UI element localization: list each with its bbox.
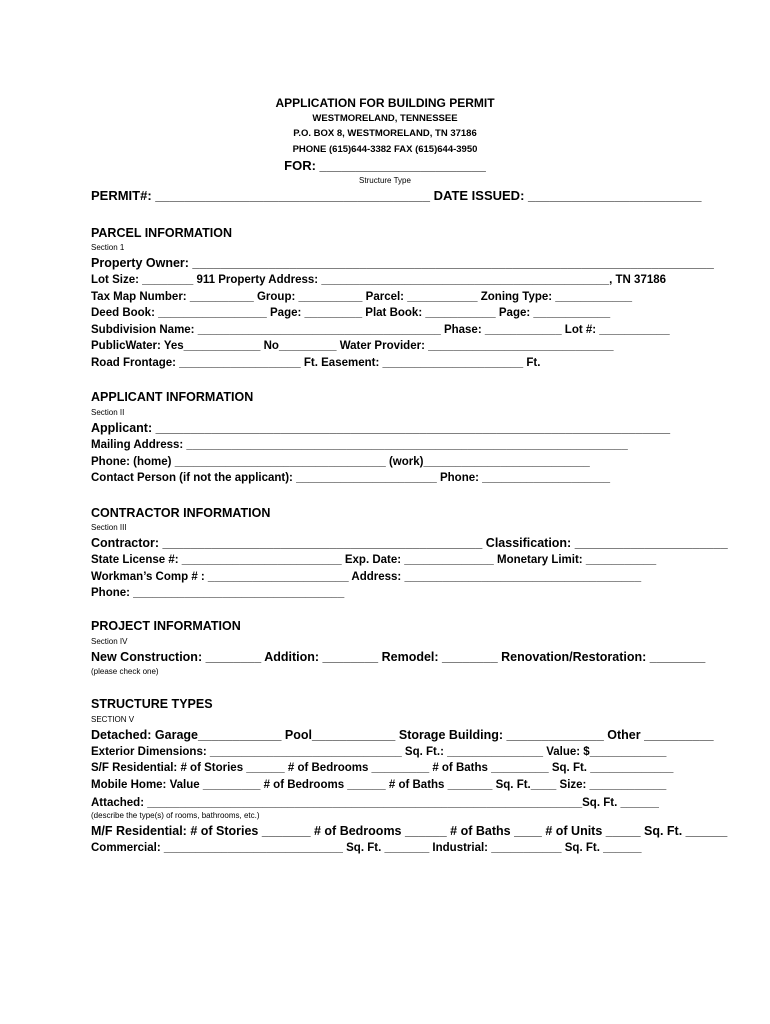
tax-map-field[interactable]: Tax Map Number: __________ Group: __________ Parcel: ___________ Zoning Type: ____________ xyxy=(91,291,633,303)
address-line: P.O. BOX 8, WESTMORELAND, TN 37186 xyxy=(293,128,477,139)
contractor-section-label: Section III xyxy=(91,523,127,532)
applicant-field[interactable]: Applicant: __________________________________________________________________________ xyxy=(91,421,671,435)
road-frontage-field[interactable]: Road Frontage: ___________________ Ft. Easement: ______________________ Ft. xyxy=(91,357,541,369)
project-heading: PROJECT INFORMATION xyxy=(91,619,241,633)
state-license-field[interactable]: State License #: _________________________ Exp. Date: ______________ Monetary Limit: ___________ xyxy=(91,554,657,566)
contractor-phone-field[interactable]: Phone: _________________________________ xyxy=(91,587,345,599)
contact-person-field[interactable]: Contact Person (if not the applicant): ______________________ Phone: ____________________ xyxy=(91,472,611,484)
mailing-address-field[interactable]: Mailing Address: _____________________________________________________________________ xyxy=(91,439,628,451)
mobile-home-field[interactable]: Mobile Home: Value _________ # of Bedrooms ______ # of Baths _______ Sq. Ft.____ Size: ____________ xyxy=(91,779,667,791)
workmans-comp-field[interactable]: Workman’s Comp # : ______________________ Address: _____________________________________ xyxy=(91,571,642,583)
project-type-field[interactable]: New Construction: ________ Addition: ________ Remodel: ________ Renovation/Restoration: ________ xyxy=(91,650,706,664)
deed-book-field[interactable]: Deed Book: _________________ Page: _________ Plat Book: ___________ Page: ____________ xyxy=(91,307,611,319)
commercial-industrial-field[interactable]: Commercial: ____________________________ Sq. Ft. _______ Industrial: ___________ Sq. Ft. ______ xyxy=(91,842,642,854)
structure-type-caption: Structure Type xyxy=(359,176,411,185)
parcel-section-label: Section 1 xyxy=(91,243,125,252)
permit-number-date-field[interactable]: PERMIT#: ______________________________________ DATE ISSUED: ________________________ xyxy=(91,188,702,203)
contractor-field[interactable]: Contractor: ______________________________________________ Classification: ______________________ xyxy=(91,536,728,550)
town-line: WESTMORELAND, TENNESSEE xyxy=(312,113,458,124)
applicant-section-label: Section II xyxy=(91,408,125,417)
structure-section-label: SECTION V xyxy=(91,715,135,724)
subdivision-field[interactable]: Subdivision Name: ______________________________________ Phase: ____________ Lot #: ___________ xyxy=(91,324,670,336)
structure-heading: STRUCTURE TYPES xyxy=(91,697,213,711)
applicant-heading: APPLICANT INFORMATION xyxy=(91,390,254,404)
contractor-heading: CONTRACTOR INFORMATION xyxy=(91,506,271,520)
project-section-label: Section IV xyxy=(91,637,128,646)
describe-rooms-note: (describe the type(s) of rooms, bathrooms, etc.) xyxy=(91,811,260,820)
sf-residential-field[interactable]: S/F Residential: # of Stories ______ # of Bedrooms _________ # of Baths _________ Sq. Ft. _____________ xyxy=(91,762,674,774)
lot-size-address-field[interactable]: Lot Size: ________ 911 Property Address: _____________________________________________, TN 37186 xyxy=(91,274,667,286)
mf-residential-field[interactable]: M/F Residential: # of Stories _______ # of Bedrooms ______ # of Baths ____ # of Units _____ Sq. Ft. ______ xyxy=(91,824,728,838)
check-one-note: (please check one) xyxy=(91,667,159,676)
form-title: APPLICATION FOR BUILDING PERMIT xyxy=(275,96,495,110)
property-owner-field[interactable]: Property Owner: ___________________________________________________________________________ xyxy=(91,256,714,270)
parcel-heading: PARCEL INFORMATION xyxy=(91,226,232,240)
exterior-dimensions-field[interactable]: Exterior Dimensions: ______________________________ Sq. Ft.: _______________ Value: $____________ xyxy=(91,746,667,758)
phone-home-work-field[interactable]: Phone: (home) _________________________________ (work)__________________________ xyxy=(91,456,590,468)
for-field[interactable]: FOR: _______________________ xyxy=(284,158,486,173)
attached-field[interactable]: Attached: ____________________________________________________________________Sq. Ft. ______ xyxy=(91,797,659,809)
phone-fax-line: PHONE (615)644-3382 FAX (615)644-3950 xyxy=(292,144,478,155)
public-water-field[interactable]: PublicWater: Yes____________ No_________ Water Provider: _____________________________ xyxy=(91,340,614,352)
detached-field[interactable]: Detached: Garage____________ Pool____________ Storage Building: ______________ Other __________ xyxy=(91,728,714,742)
